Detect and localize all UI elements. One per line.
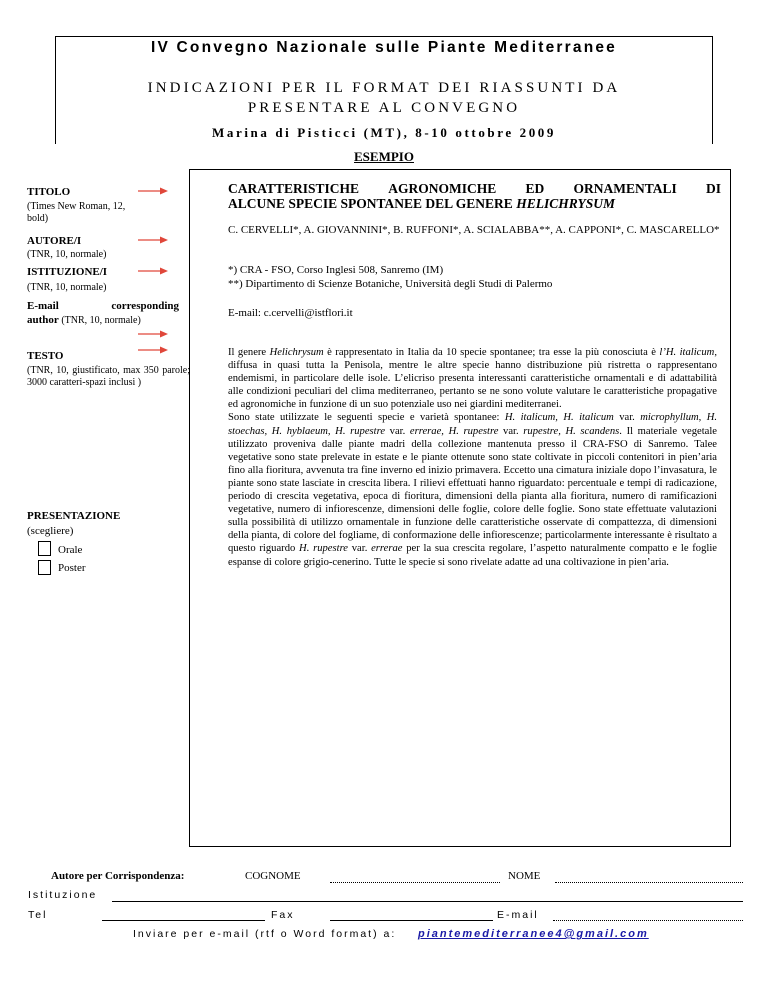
- label-email: [27, 300, 179, 312]
- footer-fax-label: Fax: [271, 909, 295, 921]
- label-email-author: author: [27, 314, 59, 326]
- body-span: var.: [498, 425, 524, 437]
- title-line2-text: ALCUNE SPECIE SPONTANEE DEL GENERE: [228, 196, 517, 211]
- body-italic: errerae: [371, 543, 403, 555]
- conference-location: Marina di Pisticci (MT), 8-10 ottobre 2009: [212, 125, 556, 140]
- footer-corr-label: Autore per Corrispondenza:: [51, 870, 185, 882]
- footer-cognome-label: COGNOME: [245, 870, 301, 882]
- example-authors: C. CERVELLI*, A. GIOVANNINI*, B. RUFFONI*, A. SCIALABBA**, A. CAPPONI*, C. MASCARELLO*: [228, 224, 720, 236]
- label-titolo: TITOLO: [27, 186, 71, 198]
- body-italic: H. italicum, H. italicum: [504, 412, 614, 424]
- body-span: var.: [385, 425, 410, 437]
- body-italic: microphyllum, H. stoechas, H. hyblaeum, H. rupestre: [228, 412, 718, 437]
- body-italic: l’H. italicum: [659, 347, 715, 358]
- title-genus: HELICHRYSUM: [516, 196, 615, 211]
- body-span: var.: [613, 412, 641, 424]
- label-email-line2: [27, 314, 141, 326]
- body-span: , diffusa in quasi tutta la Penisola, mentre le altre specie hanno distribuzione più ristretta o rappresentano endemismi, in particolare delle isole. L’elicriso presenta interessanti caratteristiche ornamentali e di adattabilità alle condizioni peculiari del clima mediterraneo, pertanto se ne sono volute valutare le caratteristiche propagative ed agronomiche in funzione di un suo potenziale uso nei giardini mediterranei.: [228, 347, 717, 411]
- checkbox-poster[interactable]: [38, 560, 51, 575]
- tel-input[interactable]: [102, 920, 265, 921]
- nome-input[interactable]: [555, 882, 743, 883]
- label-istituzione: ISTITUZIONE/I: [27, 266, 108, 278]
- example-title: [228, 181, 721, 211]
- example-title-line-1: [228, 181, 721, 196]
- body-span: è rappresentato in Italia da 10 specie spontanee; tra esse la più conosciuta è: [323, 347, 660, 358]
- cognome-input[interactable]: [330, 882, 500, 883]
- title-word: AGRONOMICHE: [388, 181, 497, 196]
- example-institution-2: **) Dipartimento di Scienze Botaniche, Università degli Studi di Palermo: [228, 278, 553, 290]
- email-input[interactable]: [553, 920, 743, 921]
- note-titolo: (Times New Roman, 12, bold): [27, 201, 126, 224]
- title-word: ORNAMENTALI: [573, 181, 677, 196]
- footer-email-label: E-mail: [497, 909, 539, 921]
- label-autore: AUTORE/I: [27, 235, 82, 247]
- body-span: Sono state utilizzate le seguenti specie e varietà spontanee:: [228, 412, 505, 424]
- label-email-word: E-mail: [27, 300, 59, 312]
- note-email: (TNR, 10, normale): [61, 315, 141, 326]
- body-italic: rupestre, H. scandens: [523, 425, 620, 437]
- note-autore: (TNR, 10, normale): [27, 249, 107, 260]
- body-italic: errerae, H. rupestre: [409, 425, 499, 437]
- footer-istituzione-label: Istituzione: [28, 889, 98, 901]
- example-heading: ESEMPIO: [354, 149, 414, 164]
- label-presentazione: PRESENTAZIONE: [27, 510, 121, 522]
- example-title-line-2: [228, 196, 721, 211]
- body-italic: Helichrysum: [269, 347, 324, 358]
- footer-tel-label: Tel: [28, 909, 48, 921]
- title-word: CARATTERISTICHE: [228, 181, 360, 196]
- submission-email-link[interactable]: piantemediterranee4@gmail.com: [418, 928, 649, 940]
- note-testo: (TNR, 10, giustificato, max 350 parole; 3000 caratteri-spazi inclusi ): [27, 365, 190, 388]
- label-testo: TESTO: [27, 350, 64, 362]
- example-body-text: [228, 346, 717, 569]
- title-word: DI: [705, 181, 721, 196]
- footer-send-text: Inviare per e-mail (rtf o Word format) a:: [133, 928, 397, 940]
- footer-nome-label: NOME: [508, 870, 541, 882]
- subtitle-line-1: INDICAZIONI PER IL FORMAT DEI RIASSUNTI DA: [147, 80, 621, 96]
- body-italic: H. rupestre: [299, 543, 349, 555]
- body-span: Il genere: [228, 347, 270, 358]
- subtitle-line-2: PRESENTARE AL CONVEGNO: [247, 100, 521, 116]
- arrow-email-icon: [138, 329, 168, 339]
- body-span: var.: [348, 543, 372, 555]
- arrow-testo-icon: [138, 345, 168, 355]
- body-span: . Il materiale vegetale utilizzato proveniva dalle piante madri della collezione mantenuta presso il CRA-FSO di Sanremo. Talee vegetative sono state prelevate in estate e le piante ottenute sono state coltivate in piccoli contenitori in pien’aria fino alla fioritura, avvenuta tra fine inverno ed inizio primavera. Eccetto una cimatura iniziale dopo l’invasatura, le piante sono state lasciate in crescita libera. I rilievi effettuati hanno riguardato: percentuale e tempi di radicazione, periodo di crescita vegetativa, epoca di fioritura, dimensioni della pianta alla fioritura, numero di ramificazioni vegetative, numero di infiorescenze, dimensioni delle foglie, colore delle foglie. Sono state effettuate valutazioni sulla possibilità di utilizzo ornamentale in funzione delle caratteristiche osservate di compattezza, di dimensioni della pianta, di colore del fogliame, di conformazione delle infiorescenze; particolarmente interessante è risultato a questo riguardo: [228, 425, 718, 555]
- conference-title: IV Convegno Nazionale sulle Piante Mediterranee: [150, 39, 618, 56]
- label-email-corresponding: corresponding: [111, 300, 179, 312]
- arrow-autore-icon: [138, 235, 168, 245]
- arrow-istituzione-icon: [138, 266, 168, 276]
- checkbox-orale[interactable]: [38, 541, 51, 556]
- note-presentazione: (scegliere): [27, 525, 74, 537]
- istituzione-input[interactable]: [112, 901, 743, 902]
- example-email: E-mail: c.cervelli@istflori.it: [228, 307, 353, 319]
- footer-send-address-wrap: [418, 928, 649, 940]
- format-instructions-title: [0, 78, 768, 118]
- body-span: per la sua crescita regolare, l’aspetto naturalmente compatto e le foglie espanse di colore grigio-cenerino. Tutte le specie si sono rivelate adatte ad una coltivazione in pien’aria.: [228, 543, 717, 568]
- title-word: ED: [525, 181, 545, 196]
- note-istituzione: (TNR, 10, normale): [27, 282, 107, 293]
- option-poster-label: Poster: [58, 562, 86, 574]
- option-orale-label: Orale: [58, 544, 83, 556]
- arrow-titolo-icon: [138, 186, 168, 196]
- fax-input[interactable]: [330, 920, 493, 921]
- example-institution-1: *) CRA - FSO, Corso Inglesi 508, Sanremo (IM): [228, 264, 444, 276]
